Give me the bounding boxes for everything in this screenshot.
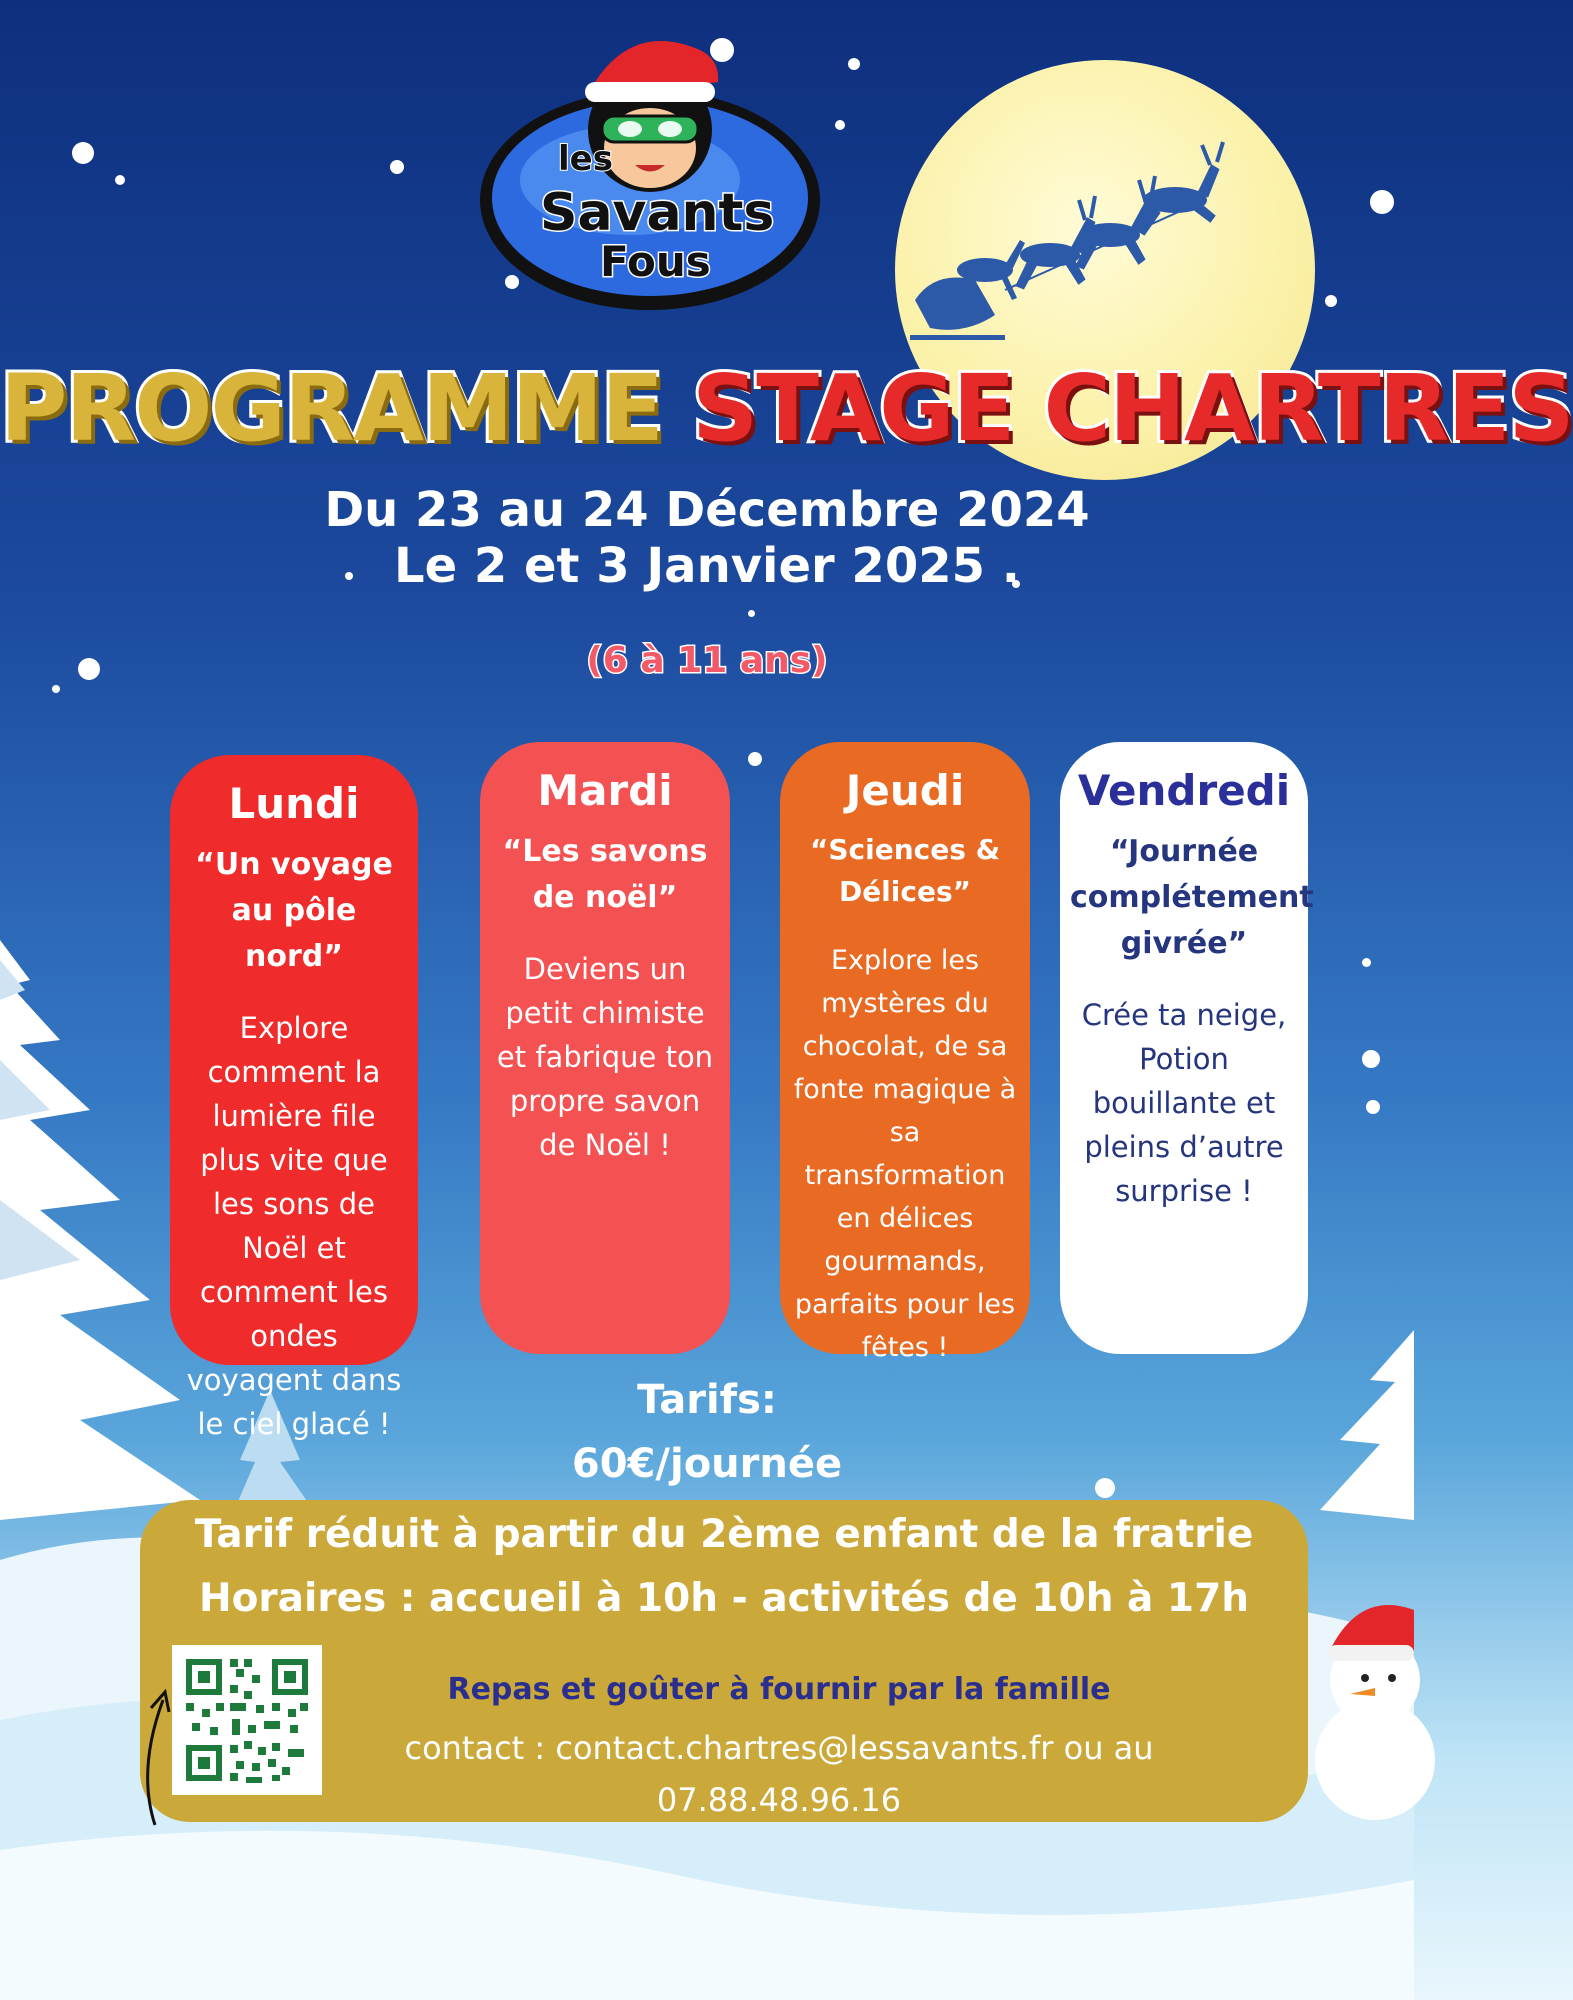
title-programme: PROGRAMME: [0, 355, 662, 462]
day-card-vendredi: [1060, 742, 1314, 1354]
day-description: Crée ta neige, Potion bouillante et pleins d’autre surprise !: [1081, 998, 1287, 1208]
stage-dates: [0, 482, 1414, 594]
logo-text-les: les: [558, 139, 613, 179]
age-range: (6 à 11 ans): [586, 640, 828, 681]
schedule-hours: Horaires : accueil à 10h - activités de 10h à 17h: [199, 1576, 1249, 1621]
title-stage: STAGE: [692, 355, 1014, 462]
arrow-icon: [135, 1680, 175, 1830]
reindeer-sleigh-icon: [905, 140, 1235, 350]
day-description: Explore les mystères du chocolat, de sa fonte magique à sa transformation en délices gourmands, parfaits pour les fêtes !: [793, 945, 1017, 1363]
day-theme: “Un voyage au pôle nord”: [195, 847, 393, 974]
day-description: Deviens un petit chimiste et fabrique ton propre savon de Noël !: [496, 952, 714, 1162]
tarifs: [0, 1368, 1414, 1496]
day-card-jeudi: [780, 742, 1030, 1363]
snowman-icon: [1300, 1590, 1414, 1790]
contact-phone: 07.88.48.96.16: [656, 1781, 902, 1819]
tarifs-price: 60€/journée: [571, 1441, 843, 1487]
day-description: Explore comment la lumière file plus vite que les sons de Noël et comment les ondes voyagent dans le ciel glacé !: [186, 1011, 402, 1441]
page-title: [0, 355, 1573, 462]
day-theme: “Sciences & Délices”: [809, 833, 1001, 908]
logo-text-fous: Fous: [600, 237, 711, 286]
dates-line-1: Du 23 au 24 Décembre 2024: [324, 482, 1090, 538]
reduced-price: Tarif réduit à partir du 2ème enfant de la fratrie: [194, 1512, 1254, 1557]
day-title: Vendredi: [1077, 766, 1291, 815]
day-theme: “Les savons de noël”: [502, 834, 708, 915]
les-savants-fous-logo: [470, 20, 830, 320]
contact-email-line: contact : contact.chartres@lessavants.fr ou au: [404, 1729, 1154, 1767]
day-title: Lundi: [228, 779, 360, 828]
dates-line-2: Le 2 et 3 Janvier 2025 .: [394, 538, 1020, 594]
day-title: Mardi: [537, 766, 673, 815]
meals-note: Repas et goûter à fournir par la famille: [447, 1672, 1111, 1707]
day-card-lundi: [170, 755, 418, 1441]
qr-code-icon[interactable]: [172, 1645, 322, 1795]
title-chartres: CHARTRES: [1043, 355, 1573, 462]
day-theme: “Journée complétement givrée”: [1070, 834, 1314, 961]
logo-text-savants: Savants: [540, 183, 775, 243]
day-card-mardi: [480, 742, 730, 1354]
contact-info: [250, 1722, 1308, 1826]
day-title: Jeudi: [845, 766, 965, 815]
tarifs-label: Tarifs:: [637, 1377, 777, 1423]
